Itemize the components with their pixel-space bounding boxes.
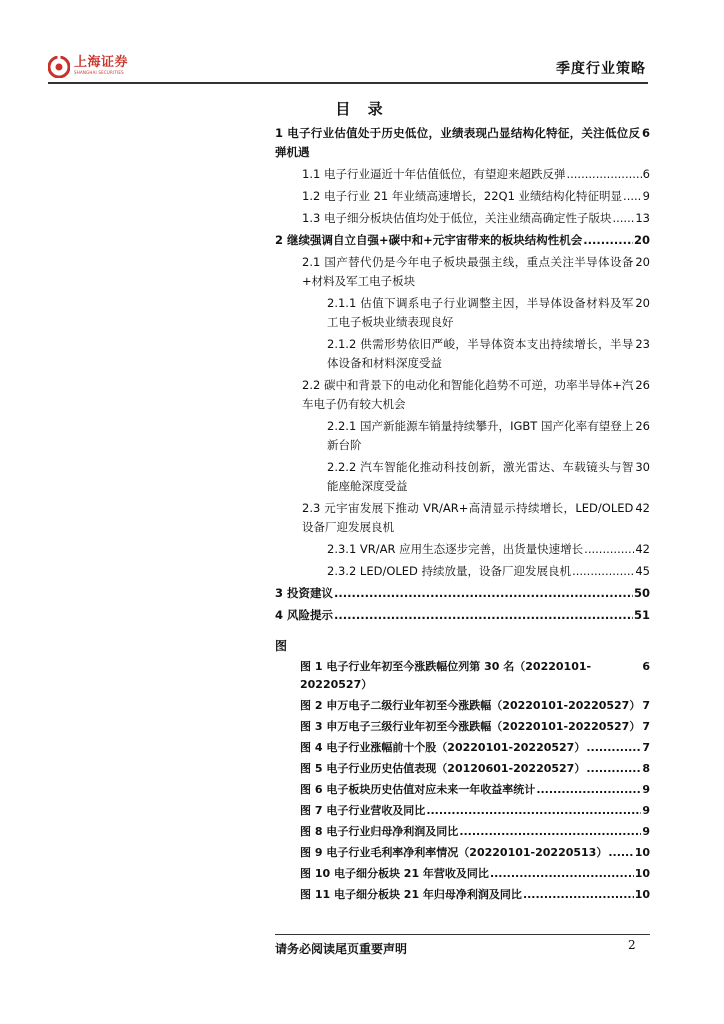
toc-entry-text: 2.1.1 估值下调系电子行业调整主因，半导体设备材料及军工电子板块业绩表现良好	[327, 296, 634, 329]
toc-entry[interactable]	[275, 562, 650, 581]
footer-divider	[275, 934, 650, 935]
toc-entry[interactable]	[275, 209, 650, 228]
toc-entry-page: 20	[635, 255, 650, 269]
toc-entry-page: 6	[642, 167, 650, 181]
figure-entry-page: 7	[642, 720, 650, 733]
toc-entry-text: 2 继续强调自立自强+碳中和+元宇宙带来的板块结构性机会	[275, 233, 583, 247]
figure-entry-page: 9	[642, 783, 650, 796]
company-logo	[48, 56, 128, 78]
toc-entry-page: 23	[635, 337, 650, 351]
toc-entry[interactable]	[275, 253, 650, 291]
toc-entry[interactable]	[275, 231, 650, 250]
toc-entry-text: 4 风险提示	[275, 608, 334, 622]
toc-entry[interactable]	[275, 584, 650, 603]
toc-entry-page: 20	[635, 296, 650, 310]
figure-entry-text: 图 8 电子行业归母净利润及同比	[300, 825, 459, 838]
figure-entry[interactable]	[300, 844, 650, 862]
toc-entry-text: 3 投资建议	[275, 586, 334, 600]
toc-entry[interactable]	[275, 187, 650, 206]
figure-entry-text: 图 4 电子行业涨幅前十个股（20220101-20220527）	[300, 741, 586, 754]
toc-entry-page: 42	[635, 542, 650, 556]
toc-entry[interactable]	[275, 124, 650, 162]
toc-entry-page: 50	[633, 586, 650, 600]
toc-entry-page: 42	[635, 501, 650, 515]
figure-entry-text: 图 9 电子行业毛利率净利率情况（20220101-20220513）	[300, 846, 608, 859]
page-header	[48, 48, 648, 84]
figure-entry-page: 7	[642, 741, 650, 754]
toc-entry-text: 2.1 国产替代仍是今年电子板块最强主线，重点关注半导体设备+材料及军工电子板块	[302, 255, 634, 288]
toc-entry[interactable]	[275, 294, 650, 332]
toc-entry[interactable]	[275, 376, 650, 414]
logo-emblem-icon	[48, 56, 70, 78]
figure-entry-page: 9	[642, 825, 650, 838]
toc-entry-page: 30	[635, 460, 650, 474]
toc-entry[interactable]	[275, 499, 650, 537]
toc-entry[interactable]	[275, 606, 650, 625]
figure-entry[interactable]	[300, 718, 650, 736]
toc-entry[interactable]	[275, 540, 650, 559]
table-of-contents	[275, 124, 650, 628]
figure-entry-text: 图 6 电子板块历史估值对应未来一年收益率统计	[300, 783, 536, 796]
disclaimer-notice: 请务必阅读尾页重要声明	[275, 942, 408, 956]
toc-entry[interactable]	[275, 335, 650, 373]
figure-entry-text: 图 1 电子行业年初至今涨跌幅位列第 30 名（20220101-20220527）	[300, 660, 592, 691]
toc-entry-text: 1.1 电子行业逼近十年估值低位，有望迎来超跌反弹	[302, 167, 566, 181]
figure-entry-text: 图 2 申万电子二级行业年初至今涨跌幅（20220101-20220527）	[300, 699, 641, 712]
page-number: 2	[628, 938, 636, 952]
toc-entry-text: 2.2 碳中和背景下的电动化和智能化趋势不可逆，功率半导体+汽车电子仍有较大机会	[302, 378, 634, 411]
figure-entry[interactable]	[300, 739, 650, 757]
toc-entry-text: 2.3 元宇宙发展下推动 VR/AR+高清显示持续增长，LED/OLED 设备厂迎发展良机	[302, 501, 634, 534]
figure-entry[interactable]	[300, 886, 650, 904]
figure-entry-text: 图 5 电子行业历史估值表现（20120601-20220527）	[300, 762, 586, 775]
figure-entry-page: 10	[634, 888, 650, 901]
figure-entry[interactable]	[300, 781, 650, 799]
toc-entry-page: 45	[635, 564, 650, 578]
figure-entry-page: 9	[642, 804, 650, 817]
toc-entry-text: 2.2.2 汽车智能化推动科技创新，激光雷达、车载镜头与智能座舱深度受益	[327, 460, 634, 493]
figure-entry[interactable]	[300, 658, 650, 694]
toc-entry-text: 2.1.2 供需形势依旧严峻，半导体资本支出持续增长，半导体设备和材料深度受益	[327, 337, 634, 370]
toc-entry-text: 2.2.1 国产新能源车销量持续攀升，IGBT 国产化率有望登上新台阶	[327, 419, 634, 452]
figure-entry-page: 10	[634, 867, 650, 880]
logo-english-name: SHANGHAI SECURITIES	[74, 70, 124, 75]
toc-entry-text: 2.3.2 LED/OLED 持续放量，设备厂迎发展良机	[327, 564, 572, 578]
figure-entry[interactable]	[300, 760, 650, 778]
toc-entry-text: 1 电子行业估值处于历史低位，业绩表现凸显结构化特征，关注低位反弹机遇	[275, 126, 640, 159]
figure-entry-page: 8	[642, 762, 650, 775]
toc-entry[interactable]	[275, 417, 650, 455]
toc-entry-page: 9	[642, 189, 650, 203]
toc-entry-page: 20	[633, 233, 650, 247]
toc-entry-page: 6	[641, 126, 650, 140]
figure-entry-page: 6	[642, 660, 650, 673]
figure-entry-text: 图 7 电子行业营收及同比	[300, 804, 426, 817]
header-divider	[48, 82, 648, 84]
document-type: 季度行业策略	[556, 61, 646, 77]
figure-entry[interactable]	[300, 865, 650, 883]
toc-entry[interactable]	[275, 458, 650, 496]
figure-entry[interactable]	[300, 823, 650, 841]
figure-entry[interactable]	[300, 697, 650, 715]
toc-entry-text: 1.3 电子细分板块估值均处于低位，关注业绩高确定性子版块	[302, 211, 612, 225]
figure-entry-page: 10	[634, 846, 650, 859]
toc-entry-page: 26	[635, 419, 650, 433]
figure-entry-text: 图 3 申万电子三级行业年初至今涨跌幅（20220101-20220527）	[300, 720, 641, 733]
toc-entry-text: 1.2 电子行业 21 年业绩高速增长，22Q1 业绩结构化特征明显	[302, 189, 623, 203]
figure-entry-page: 7	[642, 699, 650, 712]
toc-entry-text: 2.3.1 VR/AR 应用生态逐步完善，出货量快速增长	[327, 542, 584, 556]
toc-entry[interactable]	[275, 165, 650, 184]
logo-name: 上海证券	[74, 55, 129, 70]
toc-title: 目 录	[335, 100, 389, 118]
toc-entry-page: 51	[633, 608, 650, 622]
figures-heading: 图	[275, 639, 288, 653]
figure-entry-text: 图 10 电子细分板块 21 年营收及同比	[300, 867, 489, 880]
toc-entry-page: 13	[635, 211, 650, 225]
figure-list	[300, 658, 650, 907]
figure-entry[interactable]	[300, 802, 650, 820]
toc-entry-page: 26	[635, 378, 650, 392]
figure-entry-text: 图 11 电子细分板块 21 年归母净利润及同比	[300, 888, 522, 901]
